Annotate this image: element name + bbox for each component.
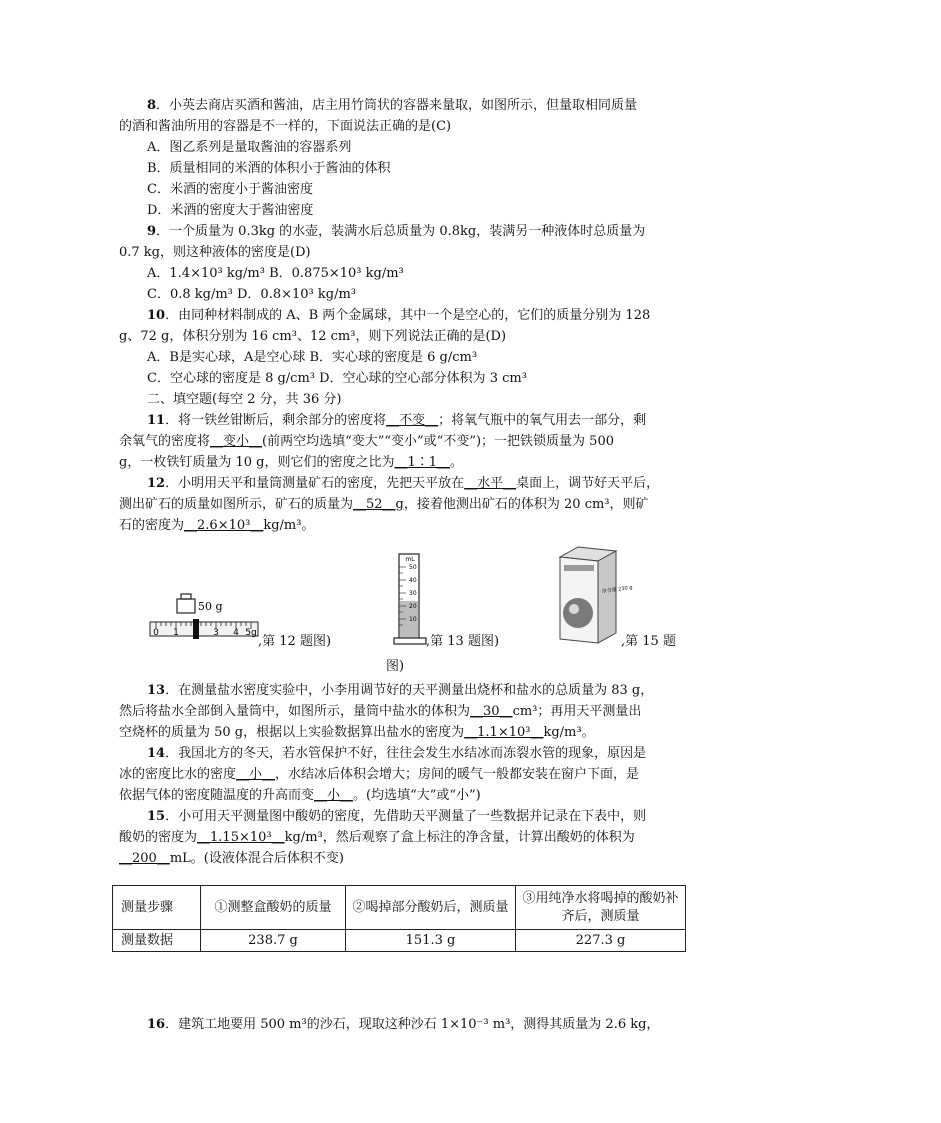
table-row — [113, 930, 686, 952]
cylinder-number-40: 40 — [409, 577, 417, 584]
q8-answer: C — [436, 119, 447, 134]
q16-number: 16 — [147, 1017, 166, 1032]
carton-net-content: 净含量 230 g — [601, 584, 633, 595]
q14-blank-1: __小__ — [236, 767, 276, 782]
weight-icon — [177, 594, 195, 613]
q15-line-2: 酸奶的密度为__1.15×10³__kg/m³，然后观察了盒上标注的净含量，计算出酸奶的体积为 — [119, 830, 635, 845]
table-cell-1: 238.7 g — [201, 930, 346, 952]
q10-line-2: g、72 g，体积分别为 16 cm³、12 cm³，则下列说法正确的是(D) — [119, 329, 507, 344]
table-cell-2: 151.3 g — [346, 930, 516, 952]
q12-line-1: 12．小明用天平和量筒测量矿石的密度，先把天平放在__水平__桌面上，调节好天平后， — [147, 476, 660, 491]
q12-blank-3: __2.6×10³__ — [184, 518, 264, 533]
table-header-1: ①测整盒酸奶的质量 — [201, 886, 346, 930]
table-row-label: 测量数据 — [113, 930, 201, 952]
cylinder-unit: mL — [405, 556, 415, 563]
q9-answer: D — [295, 245, 306, 260]
q11-line-2: 余氧气的密度将__变小__(前两空均选填“变大”“变小”或“不变”)；一把铁锁质量为 500 — [119, 434, 614, 449]
q14-line-3: 依据气体的密度随温度的升高而变__小__。(均选填“大”或“小”) — [119, 788, 481, 803]
q13-line-3: 空烧杯的质量为 50 g，根据以上实验数据算出盐水的密度为__1.1×10³__kg/m³。 — [119, 725, 595, 740]
figure-15-yogurt-carton — [556, 545, 633, 647]
q10-answer: D — [490, 329, 501, 344]
figure-15-caption-2: 图) — [386, 659, 405, 674]
q15-number: 15 — [147, 809, 166, 824]
q13-number: 13 — [147, 683, 166, 698]
scale-number-4: 4 — [233, 628, 239, 638]
q14-blank-2: __小__ — [314, 788, 354, 803]
q9-options-row-2: C．0.8 kg/m³ D．0.8×10³ kg/m³ — [147, 287, 356, 302]
q11-number: 11 — [147, 413, 166, 428]
q13-blank-2: __1.1×10³__ — [464, 725, 544, 740]
q11-blank-3: __1∶1__ — [394, 455, 450, 470]
scale-number-3: 3 — [213, 628, 219, 638]
q13-line-1: 13．在测量盐水密度实验中，小李用调节好的天平测量出烧杯和盐水的总质量为 83 g， — [147, 683, 654, 698]
q14-line-1: 14．我国北方的冬天，若水管保护不好，往往会发生水结冰而冻裂水管的现象，原因是 — [147, 746, 647, 761]
q12-blank-1: __水平__ — [464, 476, 517, 491]
q11-line-3: g，一枚铁钉质量为 10 g，则它们的密度之比为__1∶1__。 — [119, 455, 464, 470]
table-header-2: ②喝掉部分酸奶后，测质量 — [346, 886, 516, 930]
figure-12-balance-scale — [148, 592, 260, 650]
rider-marker — [193, 619, 199, 639]
table-header-row — [113, 886, 686, 930]
section-2-heading: 二、填空题(每空 2 分，共 36 分) — [147, 392, 342, 407]
measurement-table — [112, 885, 686, 952]
q8-line-1: 8．小英去商店买酒和酱油，店主用竹筒状的容器来量取，如图所示，但量取相同质量 — [147, 98, 638, 113]
cylinder-base — [394, 638, 426, 644]
table-header-step: 测量步骤 — [113, 886, 201, 930]
cylinder-number-10: 10 — [409, 616, 417, 623]
carton-picture-icon — [563, 598, 593, 628]
q15-line-1: 15．小可用天平测量图中酸奶的密度，先借助天平测量了一些数据并记录在下表中，则 — [147, 809, 647, 824]
q9-options-row-1: A．1.4×10³ kg/m³ B．0.875×10³ kg/m³ — [147, 266, 404, 281]
q10-options-row-2: C．空心球的密度是 8 g/cm³ D．空心球的空心部分体积为 3 cm³ — [147, 371, 527, 386]
q10-line-1: 10．由同种材料制成的 A、B 两个金属球，其中一个是空心的，它们的质量分别为 128 — [147, 308, 651, 323]
figure-12-caption: ,第 12 题图) — [258, 634, 332, 649]
q8-option-d: D．米酒的密度大于酱油密度 — [147, 203, 314, 218]
q14-line-2: 冰的密度比水的密度__小__，水结冰后体积会增大；房间的暖气一般都安装在窗户下面，是 — [119, 767, 640, 782]
q8-option-a: A．图乙系列是量取酱油的容器系列 — [147, 140, 352, 155]
q11-line-1: 11．将一铁丝钳断后，剩余部分的密度将__不变__；将氧气瓶中的氧气用去一部分，剩 — [147, 413, 647, 428]
q11-blank-2: __变小__ — [210, 434, 263, 449]
q8-line-2: 的酒和酱油所用的容器是不一样的，下面说法正确的是(C) — [119, 119, 452, 134]
cylinder-number-30: 30 — [409, 590, 417, 597]
figure-15-caption-1: ,第 15 题 — [621, 634, 676, 649]
q9-number: 9 — [147, 224, 157, 239]
q12-line-2: 测出矿石的质量如图所示，矿石的质量为__52__g，接着他测出矿石的体积为 20 cm³，则矿 — [119, 497, 649, 512]
table-header-3: ③用纯净水将喝掉的酸奶补齐后，测质量 — [516, 886, 686, 930]
q16-line-1: 16．建筑工地要用 500 m³的沙石，现取这种沙石 1×10⁻³ m³，测得其质量为 2.6 kg， — [147, 1017, 660, 1032]
q8-number: 8 — [147, 98, 157, 113]
q10-number: 10 — [147, 308, 166, 323]
weight-label: 50 g — [198, 600, 223, 613]
q12-blank-2: __52__g — [353, 497, 404, 512]
q8-option-c: C．米酒的密度小于酱油密度 — [147, 182, 313, 197]
q8-option-b: B．质量相同的米酒的体积小于酱油的体积 — [147, 161, 391, 176]
q14-number: 14 — [147, 746, 166, 761]
figure-13-caption: ,第 13 题图) — [426, 634, 500, 649]
q9-line-2: 0.7 kg，则这种液体的密度是(D) — [119, 245, 311, 260]
q12-line-3: 石的密度为__2.6×10³__kg/m³。 — [119, 518, 315, 533]
figure-13-graduated-cylinder — [393, 551, 427, 647]
table-cell-3: 227.3 g — [516, 930, 686, 952]
q11-blank-1: __不变__ — [386, 413, 439, 428]
q13-line-2: 然后将盐水全部倒入量筒中，如图所示，量筒中盐水的体积为__30__cm³；再用天平测量出 — [119, 704, 642, 719]
q10-options-row-1: A．B是实心球，A是空心球 B．实心球的密度是 6 g/cm³ — [147, 350, 478, 365]
cylinder-number-20: 20 — [409, 603, 417, 610]
q12-number: 12 — [147, 476, 166, 491]
q9-line-1: 9．一个质量为 0.3kg 的水壶，装满水后总质量为 0.8kg，装满另一种液体时总质量为 — [147, 224, 646, 239]
q13-blank-1: __30__ — [470, 704, 513, 719]
q15-line-3: __200__mL。(设液体混合后体积不变) — [119, 851, 344, 866]
scale-number-1: 1 — [173, 628, 179, 638]
q15-blank-1: __1.15×10³__ — [197, 830, 285, 845]
scale-number-5: 5g — [245, 628, 257, 638]
scale-number-0: 0 — [153, 628, 159, 638]
cylinder-number-50: 50 — [409, 564, 417, 571]
q15-blank-2: __200__ — [119, 851, 170, 866]
